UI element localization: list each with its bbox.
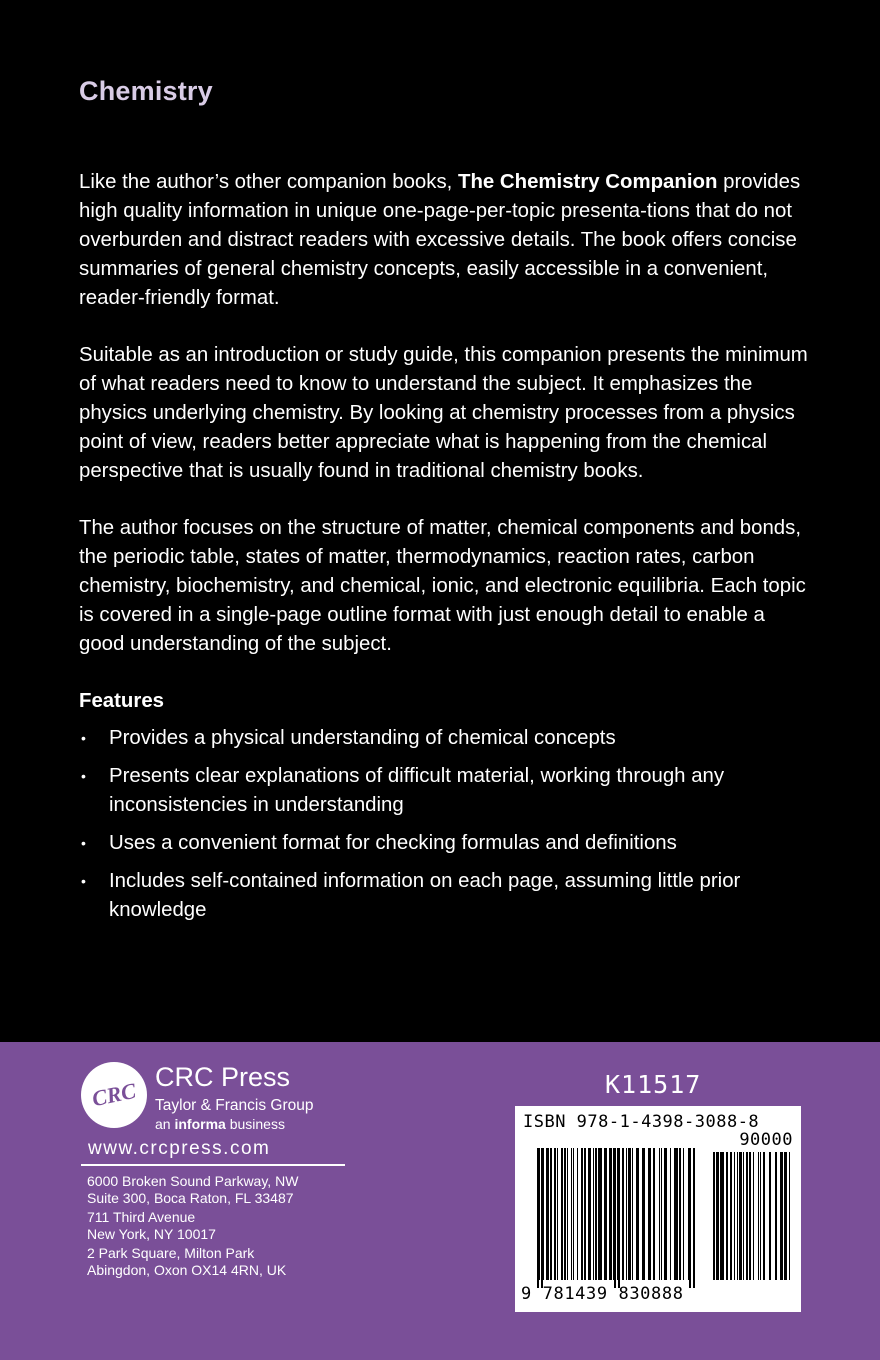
barcode-panel — [515, 1106, 801, 1312]
ean-digits: 9 781439 830888 — [521, 1284, 684, 1304]
address-block — [87, 1245, 298, 1279]
tagline-suffix: business — [225, 1116, 285, 1132]
description-paragraph-3: The author focuses on the structure of matter, chemical components and bonds, the periodic table, states of matter, thermodynamics, reaction rates, carbon chemistry, biochemistry, and chemical, ionic, and electronic equilibria. Each topic is covered in a single-page outline format with just enough detail to enable a good understanding of the subject. — [79, 517, 806, 655]
feature-text: Uses a convenient format for checking formulas and definitions — [109, 832, 677, 854]
crc-logo-icon — [81, 1062, 147, 1128]
bullet-icon: • — [81, 730, 86, 746]
tagline-prefix: an — [155, 1116, 175, 1132]
book-title-inline: The Chemistry Companion — [457, 171, 718, 193]
address-block — [87, 1173, 298, 1207]
address-line: Abingdon, Oxon OX14 4RN, UK — [87, 1262, 287, 1278]
address-line: 2 Park Square, Milton Park — [87, 1245, 255, 1261]
category-label: Chemistry — [79, 76, 213, 106]
address-line: 711 Third Avenue — [87, 1209, 196, 1225]
barcode-icon — [515, 1106, 801, 1312]
bullet-icon: • — [81, 768, 86, 784]
publisher-tagline — [155, 1116, 285, 1132]
feature-item — [79, 829, 809, 858]
publisher-name: CRC Press — [155, 1062, 291, 1092]
bullet-icon: • — [81, 873, 86, 889]
features-heading: Features — [79, 690, 164, 712]
feature-item — [79, 724, 809, 753]
description-p1-intro: Like the author’s other companion books, — [79, 171, 458, 193]
description-p1-rest: provides high quality information in unique one-page-per-topic presenta-tions that do not overburden and distract readers with excessive details. The book offers concise summaries of general chemistry concepts, easily accessible in a convenient, reader-friendly format. — [79, 171, 801, 309]
description-paragraph-2: Suitable as an introduction or study guide, this companion presents the minimum of what readers need to know to understand the subject. It emphasizes the physics underlying chemistry. By looking at chemistry processes from a physics point of view, readers better appreciate what is happening from the chemical perspective that is usually found in traditional chemistry books. — [79, 344, 808, 482]
divider — [81, 1164, 345, 1166]
address-line: New York, NY 10017 — [87, 1226, 216, 1242]
publisher-group: Taylor & Francis Group — [155, 1097, 314, 1114]
address-line: 6000 Broken Sound Parkway, NW — [87, 1173, 299, 1189]
isbn-text: ISBN 978-1-4398-3088-8 — [523, 1112, 760, 1132]
feature-item — [79, 867, 809, 925]
address-line: Suite 300, Boca Raton, FL 33487 — [87, 1190, 294, 1206]
publisher-addresses — [87, 1173, 298, 1281]
features-list — [79, 724, 809, 925]
logo-text: CRC — [89, 1077, 139, 1112]
feature-text: Provides a physical understanding of chemical concepts — [109, 727, 616, 749]
cover-lower-panel — [0, 1042, 880, 1360]
feature-text: Includes self-contained information on each page, assuming little prior knowledge — [109, 870, 741, 921]
price-code: 90000 — [739, 1130, 793, 1150]
feature-item — [79, 762, 809, 820]
description-paragraph-1 — [79, 168, 809, 313]
book-description — [79, 168, 809, 934]
publisher-website[interactable]: www.crcpress.com — [88, 1138, 271, 1159]
tagline-informa: informa — [174, 1116, 226, 1132]
feature-text: Presents clear explanations of difficult material, working through any inconsistencies in understanding — [109, 765, 725, 816]
catalog-code: K11517 — [605, 1070, 702, 1099]
bullet-icon: • — [81, 835, 86, 851]
address-block — [87, 1209, 298, 1243]
